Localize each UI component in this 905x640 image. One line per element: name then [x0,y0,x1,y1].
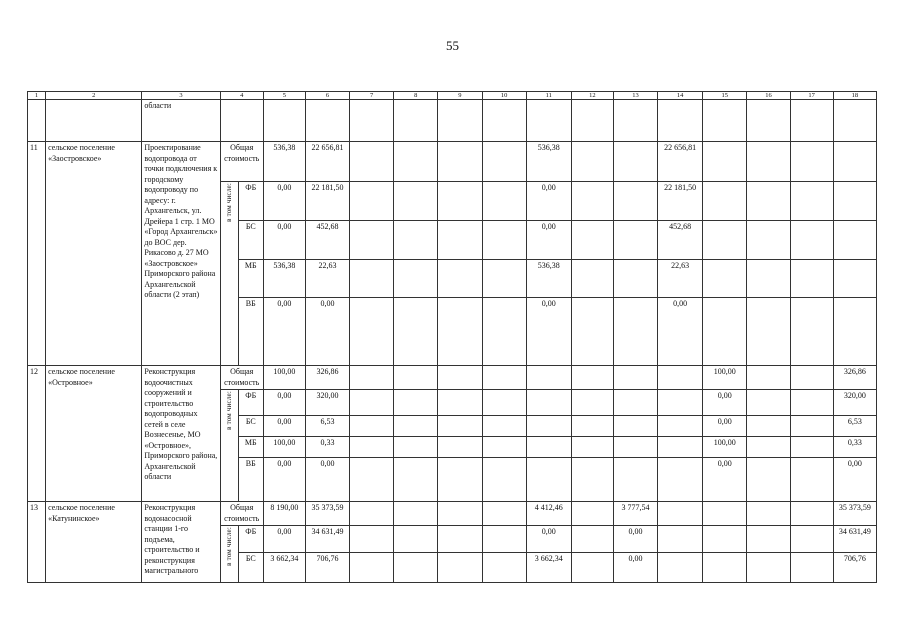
value-c5: 3 662,34 [263,553,305,583]
empty-cell [350,298,394,366]
empty-cell [747,502,790,526]
empty-cell [482,142,526,182]
empty-cell [350,366,394,390]
value-c6: 22,63 [305,260,349,298]
empty-cell [350,390,394,416]
empty-cell [571,260,613,298]
empty-cell [438,502,482,526]
in-that-number-text: в том числе: [224,391,233,430]
cost-type-label: Общая стоимость [220,366,263,390]
settlement-name: сельское поселение «Заостровское» [46,142,142,366]
header-col-13: 13 [613,92,657,100]
value-c6: 0,00 [305,458,349,502]
value-c5: 0,00 [263,182,305,221]
empty-cell [571,298,613,366]
value-c18: 0,33 [833,437,876,458]
value-c6: 22 181,50 [305,182,349,221]
in-that-number-label [220,526,238,583]
value-c18 [833,298,876,366]
empty-cell [747,526,790,553]
table-row [28,366,877,390]
empty-cell [790,502,833,526]
empty-cell [790,526,833,553]
value-c18 [833,182,876,221]
value-c14 [658,390,703,416]
empty-cell [350,142,394,182]
value-c13: 0,00 [613,553,657,583]
value-c13 [613,182,657,221]
value-c13 [613,221,657,260]
value-c15 [703,298,747,366]
value-c6: 452,68 [305,221,349,260]
value-c11: 0,00 [526,298,571,366]
empty-cell [394,390,438,416]
value-c13 [613,142,657,182]
empty-cell [747,298,790,366]
empty-cell [350,437,394,458]
empty-cell [350,458,394,502]
empty-cell [394,416,438,437]
empty-cell [394,553,438,583]
table-row [28,502,877,526]
header-col-10: 10 [482,92,526,100]
value-c6: 34 631,49 [305,526,349,553]
funding-source-label: ФБ [238,390,263,416]
header-col-2: 2 [46,92,142,100]
empty-cell [790,298,833,366]
value-c14 [658,458,703,502]
empty-cell [571,526,613,553]
empty-cell [350,260,394,298]
value-c15: 0,00 [703,390,747,416]
value-c13 [613,390,657,416]
empty-cell [482,526,526,553]
value-c11: 0,00 [526,526,571,553]
value-c11 [526,366,571,390]
value-c13 [613,458,657,502]
empty-cell [571,458,613,502]
empty-cell [438,298,482,366]
value-c6: 326,86 [305,366,349,390]
empty-cell [350,182,394,221]
project-description: Реконструкция водонасосной станции 1-го подъема, строительство и реконструкция магистрального [142,502,220,583]
value-c13 [613,366,657,390]
value-c6: 35 373,59 [305,502,349,526]
continuation-text: области [142,100,220,142]
in-that-number-text: в том числе: [224,183,233,222]
empty-cell [394,142,438,182]
value-c15 [703,502,747,526]
empty-cell [482,366,526,390]
empty-cell [438,221,482,260]
value-c18: 326,86 [833,366,876,390]
header-col-16: 16 [747,92,790,100]
value-c5: 100,00 [263,437,305,458]
header-col-3: 3 [142,92,220,100]
value-c14 [658,502,703,526]
value-c15 [703,526,747,553]
empty-cell [790,142,833,182]
empty-cell [394,298,438,366]
header-col-15: 15 [703,92,747,100]
funding-source-label: ФБ [238,182,263,221]
empty-cell [747,221,790,260]
value-c5: 536,38 [263,142,305,182]
value-c14: 22 656,81 [658,142,703,182]
empty-cell [438,142,482,182]
value-c15: 100,00 [703,366,747,390]
empty-cell [394,366,438,390]
empty-cell [747,366,790,390]
empty-cell [571,437,613,458]
empty-cell [571,390,613,416]
funding-source-label: МБ [238,437,263,458]
empty-cell [747,458,790,502]
empty-cell [747,142,790,182]
value-c14 [658,553,703,583]
value-c18: 6,53 [833,416,876,437]
value-c5: 0,00 [263,221,305,260]
empty-cell [394,458,438,502]
empty-cell [350,221,394,260]
value-c11 [526,416,571,437]
value-c11: 4 412,46 [526,502,571,526]
project-description: Проектирование водопровода от точки подключения к городскому водопроводу по адресу: г. Архангельск, ул. Дрейера 1 стр. 1 МО «Город Архангельск» до ВОС дер. Рикасово д. 27 МО «Заостровское» Приморского района Архангельской области (2 этап) [142,142,220,366]
value-c5: 536,38 [263,260,305,298]
row-number: 13 [28,502,46,583]
row-number: 11 [28,142,46,366]
value-c6: 0,00 [305,298,349,366]
empty-cell [747,416,790,437]
funding-source-label: МБ [238,260,263,298]
value-c18: 35 373,59 [833,502,876,526]
funding-source-label: БС [238,221,263,260]
cost-type-label: Общая стоимость [220,142,263,182]
empty-cell [790,221,833,260]
value-c13 [613,437,657,458]
value-c6: 320,00 [305,390,349,416]
value-c5: 0,00 [263,416,305,437]
value-c15 [703,553,747,583]
empty-cell [747,260,790,298]
header-col-7: 7 [350,92,394,100]
empty-cell [482,502,526,526]
empty-cell [571,142,613,182]
value-c5: 100,00 [263,366,305,390]
settlement-name: сельское поселение «Катунинское» [46,502,142,583]
header-col-11: 11 [526,92,571,100]
empty-cell [747,182,790,221]
header-col-18: 18 [833,92,876,100]
empty-cell [438,458,482,502]
value-c11: 536,38 [526,260,571,298]
empty-cell [394,502,438,526]
value-c18: 34 631,49 [833,526,876,553]
value-c11: 536,38 [526,142,571,182]
value-c14: 22,63 [658,260,703,298]
empty-cell [482,298,526,366]
value-c14: 22 181,50 [658,182,703,221]
empty-cell [438,366,482,390]
value-c11: 0,00 [526,182,571,221]
empty-cell [394,221,438,260]
empty-cell [571,182,613,221]
value-c15: 100,00 [703,437,747,458]
value-c6: 0,33 [305,437,349,458]
table-body [28,92,877,583]
empty-cell [482,458,526,502]
empty-cell [438,437,482,458]
value-c11 [526,390,571,416]
budget-table [27,91,877,583]
value-c18 [833,260,876,298]
empty-cell [482,390,526,416]
empty-cell [482,553,526,583]
value-c13 [613,260,657,298]
empty-cell [482,416,526,437]
value-c11: 0,00 [526,221,571,260]
value-c15: 0,00 [703,416,747,437]
value-c11: 3 662,34 [526,553,571,583]
value-c14: 0,00 [658,298,703,366]
empty-cell [350,526,394,553]
value-c18 [833,221,876,260]
value-c18: 706,76 [833,553,876,583]
empty-cell [394,260,438,298]
value-c13: 3 777,54 [613,502,657,526]
funding-source-label: ВБ [238,458,263,502]
empty-cell [482,437,526,458]
settlement-name: сельское поселение «Островное» [46,366,142,502]
value-c13 [613,416,657,437]
empty-cell [790,260,833,298]
table-row [28,142,877,182]
value-c6: 706,76 [305,553,349,583]
empty-cell [571,553,613,583]
empty-cell [790,390,833,416]
value-c13 [613,298,657,366]
value-c15 [703,142,747,182]
empty-cell [394,437,438,458]
empty-cell [350,553,394,583]
funding-source-label: ВБ [238,298,263,366]
empty-cell [790,366,833,390]
value-c15: 0,00 [703,458,747,502]
value-c14 [658,416,703,437]
in-that-number-label [220,390,238,502]
value-c5: 8 190,00 [263,502,305,526]
empty-cell [790,182,833,221]
funding-source-label: ФБ [238,526,263,553]
empty-cell [394,182,438,221]
empty-cell [790,437,833,458]
value-c15 [703,182,747,221]
empty-cell [438,182,482,221]
empty-cell [438,526,482,553]
header-col-1: 1 [28,92,46,100]
value-c5: 0,00 [263,458,305,502]
funding-source-label: БС [238,416,263,437]
value-c6: 22 656,81 [305,142,349,182]
empty-cell [790,458,833,502]
header-col-6: 6 [305,92,349,100]
empty-cell [350,502,394,526]
header-col-5: 5 [263,92,305,100]
empty-cell [350,416,394,437]
empty-cell [482,221,526,260]
empty-cell [482,260,526,298]
value-c14: 452,68 [658,221,703,260]
empty-cell [747,437,790,458]
row-number: 12 [28,366,46,502]
empty-cell [790,553,833,583]
value-c5: 0,00 [263,526,305,553]
in-that-number-label [220,182,238,366]
value-c13: 0,00 [613,526,657,553]
header-col-14: 14 [658,92,703,100]
value-c15 [703,260,747,298]
in-that-number-text: в том числе: [224,527,233,566]
continuation-row [28,100,877,142]
value-c14 [658,437,703,458]
empty-cell [438,260,482,298]
header-col-9: 9 [438,92,482,100]
empty-cell [571,502,613,526]
empty-cell [438,416,482,437]
empty-cell [438,553,482,583]
header-col-8: 8 [394,92,438,100]
value-c18: 0,00 [833,458,876,502]
empty-cell [790,416,833,437]
value-c11 [526,437,571,458]
header-col-17: 17 [790,92,833,100]
header-col-12: 12 [571,92,613,100]
empty-cell [438,390,482,416]
empty-cell [747,553,790,583]
header-col-4: 4 [220,92,263,100]
value-c11 [526,458,571,502]
empty-cell [482,182,526,221]
value-c14 [658,366,703,390]
empty-cell [747,390,790,416]
cost-type-label: Общая стоимость [220,502,263,526]
empty-cell [571,416,613,437]
value-c5: 0,00 [263,390,305,416]
empty-cell [571,366,613,390]
value-c15 [703,221,747,260]
empty-cell [571,221,613,260]
empty-cell [394,526,438,553]
page-number: 55 [446,38,459,53]
project-description: Реконструкция водоочистных сооружений и строительство водопроводных сетей в селе Вознесенье, МО «Островное», Приморского района, Архангельской области [142,366,220,502]
funding-source-label: БС [238,553,263,583]
value-c6: 6,53 [305,416,349,437]
value-c14 [658,526,703,553]
header-row [28,92,877,100]
value-c18: 320,00 [833,390,876,416]
value-c5: 0,00 [263,298,305,366]
value-c18 [833,142,876,182]
